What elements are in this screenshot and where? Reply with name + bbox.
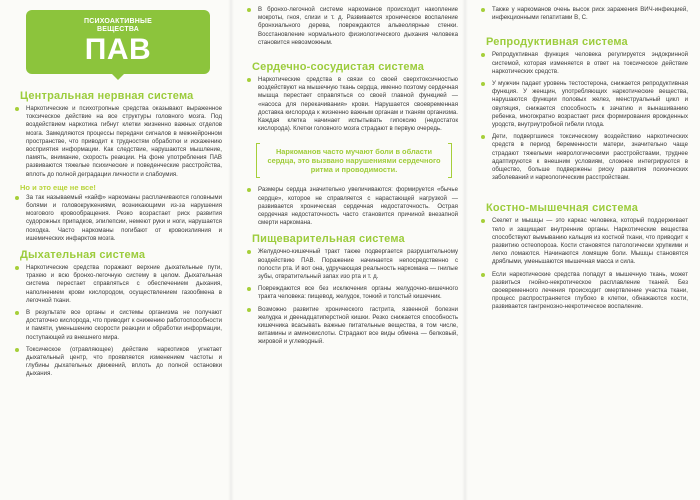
section-heading-cardio: Сердечно-сосудистая система: [252, 61, 425, 74]
list-item: Если наркотические средства попадут в мышечную ткань, может развиться гнойно-некротическое расплавление тканей. Без своевременного лечения происходит омертвление участка ткани, процесс распространяется глубоко в клетки, обнажаются кости, развивается гангренозно-некротическое воспаление.: [480, 271, 688, 312]
cns-list: [14, 105, 222, 179]
list-item: Возможно развитие хронического гастрита, язвенной болезни желудка и двенадцатиперстной кишки. Резко снижается способность кишечника всасывать важные питательные вещества, в том числе, витамины и аминокислоты. Страдают все виды обмена — белковый, жировой и углеводный.: [246, 306, 458, 347]
title-banner: [26, 10, 210, 74]
digestive-list-cont: [480, 6, 688, 22]
brochure-panel-middle: [232, 0, 466, 500]
list-item: Репродуктивная функция человека регулируется эндокринной системой, которая изменяется в ответ на токсическое действие наркотических средств.: [480, 51, 688, 76]
list-item: Дети, подвергшиеся токсическому воздействию наркотических средств в период беременности матери, значительно чаще страдают тяжелыми неврологическими расстройствами, труднее адаптируются к внешним условиям, сложнее интегрируются в общество, больше подвержены риску развития психических заболеваний и наркологическим расстройствам.: [480, 133, 688, 182]
bullet-icon: [481, 135, 485, 139]
bullet-icon: [247, 78, 251, 82]
callout-heart-pain: Наркоманов часто мучают боли в области сердца, это вызвано нарушениями сердечного ритма и проводимости.: [256, 143, 452, 178]
section-heading-respiratory: Дыхательная система: [20, 249, 146, 262]
banner-subtitle-line1: ПСИХОАКТИВНЫЕ: [84, 18, 152, 25]
list-item: Скелет и мышцы — это каркас человека, который поддерживает тело и защищает внутренние органы. Наркотические вещества способствуют вымыванию кальция из костной ткани, что приводит к развитию остеопороза. Кости становятся патологически хрупкими и легко ломаются. Начинаются ломящие боли. Мышцы становятся дряблыми, уменьшаются мышечная масса и сила.: [480, 217, 688, 266]
cardio-list-2: [246, 186, 458, 227]
bullet-icon: [247, 188, 251, 192]
bullet-icon: [247, 308, 251, 312]
banner-subtitle-line2: ВЕЩЕСТВА: [96, 26, 140, 33]
list-item: В результате все органы и системы организма не получают достаточно кислорода, что приводит к снижению работоспособности и памяти, уменьшению скорости реакции и обработки информации, поступающей из внешнего мира.: [14, 309, 222, 342]
respiratory-list-cont: [246, 6, 458, 47]
bullet-icon: [15, 266, 19, 270]
list-item: За так называемый «кайф» наркоманы расплачиваются головными болями и головокружениями, возникающими из-за нарушения мозгового кровообращения. Резко возрастает риск развития судорожных припадков, эпилепсии, немеют руки и ноги, нарушается походка. Часто наркоманы погибают от кровоизлияния и ишемических инфарктов мозга.: [14, 194, 222, 243]
section-heading-reproductive: Репродуктивная система: [486, 36, 628, 49]
section-heading-digestive: Пищеварительная система: [252, 233, 405, 246]
bullet-icon: [481, 8, 485, 12]
subheading-not-all: Но и это еще не все!: [20, 182, 96, 192]
list-item: Наркотические средства поражают верхние дыхательные пути, трахею и всю бронхо-легочную систему в целом. Дыхательная система перестает справляться с обеспечением дыхания, наполнением крови кислородом, осуществлением газообмена в легочной ткани.: [14, 264, 222, 305]
list-item: Также у наркоманов очень высок риск заражения ВИЧ-инфекцией, инфекционными гепатитами В, С.: [480, 6, 688, 22]
bullet-icon: [247, 287, 251, 291]
bullet-icon: [247, 250, 251, 254]
brochure-panel-left: [0, 0, 232, 500]
respiratory-list: [14, 264, 222, 379]
list-item: Токсическое (отравляющее) действие наркотиков угнетает дыхательный центр, что проявляется изменением частоты и глубины дыхательных движений, вплоть до полной остановки дыхания.: [14, 346, 222, 379]
musculoskeletal-list: [480, 217, 688, 311]
reproductive-list: [480, 51, 688, 182]
digestive-list: [246, 248, 458, 346]
section-heading-musculoskeletal: Костно-мышечная система: [486, 202, 639, 215]
list-item: Повреждаются все без исключения органы желудочно-кишечного тракта человека: пищевод, желудок, тонкий и толстый кишечник.: [246, 285, 458, 301]
banner-title: ПАВ: [84, 33, 152, 66]
cardio-list: [246, 76, 458, 133]
bullet-icon: [481, 273, 485, 277]
list-item: Наркотические и психотропные средства оказывают выраженное токсическое действие на все структуры головного мозга. Под воздействием наркотика гибнут клетки жизненно важных отделов мозга. Замедляются процессы передачи сигналов в межнейронном пространстве, что приводит к трудностям обработки и искажению восприятия информации. Как следствие, нарушаются мышление, память, внимание, скорость реакции. На фоне употребления ПАВ развиваются тяжелые психические и поведенческие расстройства, вплоть до полной деградации личности и слабоумия.: [14, 105, 222, 179]
bullet-icon: [15, 107, 19, 111]
bullet-icon: [15, 348, 19, 352]
list-item: Размеры сердца значительно увеличиваются: формируется «бычье сердце», которое не справляется с нарастающей нагрузкой — развивается хроническая сердечная недостаточность. Острая сердечная недостаточность часто становится причиной внезапной смерти наркомана.: [246, 186, 458, 227]
bullet-icon: [247, 8, 251, 12]
list-item: У мужчин падает уровень тестостерона, снижается репродуктивная функция. У женщин, употребляющих наркотические вещества, нарушаются функции половых желез, менструальный цикл и овуляция, снижается способность к зачатию и вынашиванию ребенка, многократно возрастает риск формирования врожденных уродств, внутриутробной гибели плода.: [480, 80, 688, 129]
bullet-icon: [481, 82, 485, 86]
bullet-icon: [15, 311, 19, 315]
bullet-icon: [481, 53, 485, 57]
bullet-icon: [481, 219, 485, 223]
list-item: В бронхо-легочной системе наркоманов происходит накопление мокроты, гноя, слизи и т. д. Развивается хроническое воспаление бронхиального дерева, повреждаются альвеолярные стенки. Восстановление нормального физиологического дыхания человека становится невозможным.: [246, 6, 458, 47]
list-item: Желудочно-кишечный тракт также подвергается разрушительному воздействию ПАВ. Поражение начинается непосредственно с полости рта. И вот она, удручающая реальность наркомана — гнилые зубы, отвратительный запах изо рта и т. д.: [246, 248, 458, 281]
list-item: Наркотические средства в связи со своей сверхтоксичностью воздействуют на мышечную ткань сердца, именно поэтому сердечная мышца перестает справляться со своей главной функцией — «насоса для перекачивания» крови. Нарушается своевременная доставка кислорода к жизненно важным органам и тканям организма. Каждая клетка начинает испытывать гипоксию (недостаток кислорода). Клетки головного мозга страдают в первую очередь.: [246, 76, 458, 133]
brochure-panel-right: [466, 0, 700, 500]
section-heading-cns: Центральная нервная система: [20, 90, 194, 102]
bullet-icon: [15, 196, 19, 200]
cns-list-2: [14, 194, 222, 243]
